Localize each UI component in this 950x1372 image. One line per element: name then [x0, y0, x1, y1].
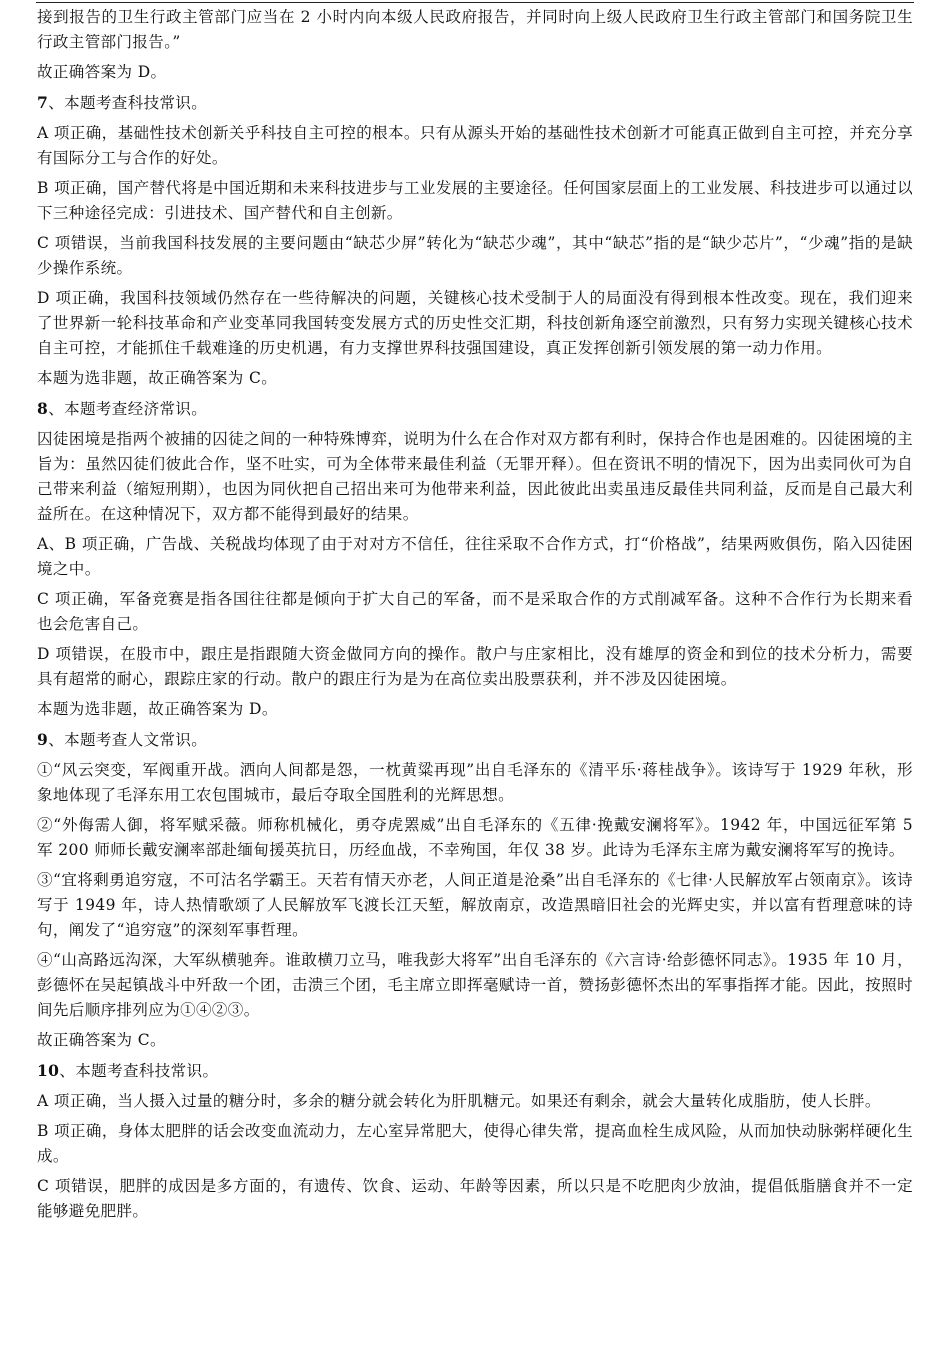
paragraph: B 项正确，国产替代将是中国近期和未来科技进步与工业发展的主要途径。任何国家层面上的工业发展、科技进步可以通过以下三种途径完成：引进技术、国产替代和自主创新。 — [37, 179, 913, 222]
question-number: 8 — [37, 399, 49, 418]
question-title: 、本题考查科技常识。 — [59, 1062, 219, 1080]
paragraph: C 项错误，肥胖的成因是多方面的，有遗传、饮食、运动、年龄等因素，所以只是不吃肥肉少放油，提倡低脂膳食并不一定能够避免肥胖。 — [37, 1177, 913, 1220]
paragraph: 接到报告的卫生行政主管部门应当在 2 小时内向本级人民政府报告，并同时向上级人民政府卫生行政主管部门和国务院卫生行政主管部门报告。” — [37, 8, 913, 51]
question-number: 10 — [37, 1061, 60, 1080]
answer-line: 故正确答案为 D。 — [37, 63, 167, 81]
paragraph: C 项正确，军备竞赛是指各国往往都是倾向于扩大自己的军备，而不是采取合作的方式削减军备。这种不合作行为长期来看也会危害自己。 — [37, 590, 913, 633]
question-10-heading — [37, 1058, 913, 1084]
paragraph: B 项正确，身体太肥胖的话会改变血流动力，左心室异常肥大，使得心律失常，提高血栓生成风险，从而加快动脉粥样硬化生成。 — [37, 1122, 913, 1165]
question-title: 、本题考查人文常识。 — [48, 731, 208, 749]
document-page — [37, 5, 913, 1229]
paragraph: C 项错误，当前我国科技发展的主要问题由“缺芯少屏”转化为“缺芯少魂”，其中“缺芯”指的是“缺少芯片”，“少魂”指的是缺少操作系统。 — [37, 234, 913, 277]
answer-line: 故正确答案为 C。 — [37, 1031, 166, 1049]
paragraph: ①“风云突变，军阀重开战。洒向人间都是怨，一枕黄粱再现”出自毛泽东的《清平乐·蒋桂战争》。该诗写于 1929 年秋，形象地体现了毛泽东用工农包围城市，最后夺取全国胜利的光辉思想。 — [37, 761, 913, 804]
question-8-heading — [37, 396, 913, 422]
question-7-heading — [37, 90, 913, 116]
question-number: 7 — [37, 93, 49, 112]
paragraph: A 项正确，基础性技术创新关乎科技自主可控的根本。只有从源头开始的基础性技术创新才可能真正做到自主可控，并充分享有国际分工与合作的好处。 — [37, 124, 913, 167]
question-9-heading — [37, 727, 913, 753]
paragraph: 囚徒困境是指两个被捕的囚徒之间的一种特殊博弈，说明为什么在合作对双方都有利时，保持合作也是困难的。囚徒困境的主旨为：虽然囚徒们彼此合作，坚不吐实，可为全体带来最佳利益（无罪开释）。但在资讯不明的情况下，因为出卖同伙可为自己带来利益（缩短刑期），也因为同伙把自己招出来可为他带来利益，因此彼此出卖虽违反最佳共同利益，反而是自己最大利益所在。在这种情况下，双方都不能得到最好的结果。 — [37, 430, 913, 523]
paragraph: ④“山高路远沟深，大军纵横驰奔。谁敢横刀立马，唯我彭大将军”出自毛泽东的《六言诗·给彭德怀同志》。1935 年 10 月，彭德怀在吴起镇战斗中歼敌一个团，击溃三个团，毛主席立即挥毫赋诗一首，赞扬彭德怀杰出的军事指挥才能。因此，按照时间先后顺序排列应为①④②③。 — [37, 951, 913, 1019]
paragraph: ②“外侮需人御，将军赋采薇。师称机械化，勇夺虎罴威”出自毛泽东的《五律·挽戴安澜将军》。1942 年，中国远征军第 5 军 200 师师长戴安澜率部赴缅甸援英抗日，历经血战，不幸殉国，年仅 38 岁。此诗为毛泽东主席为戴安澜将军写的挽诗。 — [37, 816, 913, 859]
paragraph: A、B 项正确，广告战、关税战均体现了由于对对方不信任，往往采取不合作方式，打“价格战”，结果两败俱伤，陷入囚徒困境之中。 — [37, 535, 913, 578]
answer-line: 本题为选非题，故正确答案为 C。 — [37, 369, 278, 387]
question-title: 、本题考查经济常识。 — [48, 400, 208, 418]
paragraph: A 项正确，当人摄入过量的糖分时，多余的糖分就会转化为肝肌糖元。如果还有剩余，就会大量转化成脂肪，使人长胖。 — [37, 1092, 881, 1110]
question-title: 、本题考查科技常识。 — [48, 94, 208, 112]
paragraph: ③“宜将剩勇追穷寇，不可沽名学霸王。天若有情天亦老，人间正道是沧桑”出自毛泽东的《七律·人民解放军占领南京》。该诗写于 1949 年，诗人热情歌颂了人民解放军飞渡长江天堑，解放南京，改造黑暗旧社会的光辉史实，并以富有哲理意味的诗句，阐发了“追穷寇”的深刻军事哲理。 — [37, 871, 913, 939]
answer-line: 本题为选非题，故正确答案为 D。 — [37, 700, 278, 718]
question-number: 9 — [37, 730, 49, 749]
paragraph: D 项正确，我国科技领域仍然存在一些待解决的问题，关键核心技术受制于人的局面没有得到根本性改变。现在，我们迎来了世界新一轮科技革命和产业变革同我国转变发展方式的历史性交汇期，科技创新角逐空前激烈，只有努力实现关键核心技术自主可控，才能抓住千载难逢的历史机遇，有力支撑世界科技强国建设，真正发挥创新引领发展的第一动力作用。 — [37, 289, 913, 357]
top-rule — [36, 2, 914, 3]
paragraph: D 项错误，在股市中，跟庄是指跟随大资金做同方向的操作。散户与庄家相比，没有雄厚的资金和到位的技术分析力，需要具有超常的耐心，跟踪庄家的行动。散户的跟庄行为是为在高位卖出股票获利，并不涉及囚徒困境。 — [37, 645, 913, 688]
